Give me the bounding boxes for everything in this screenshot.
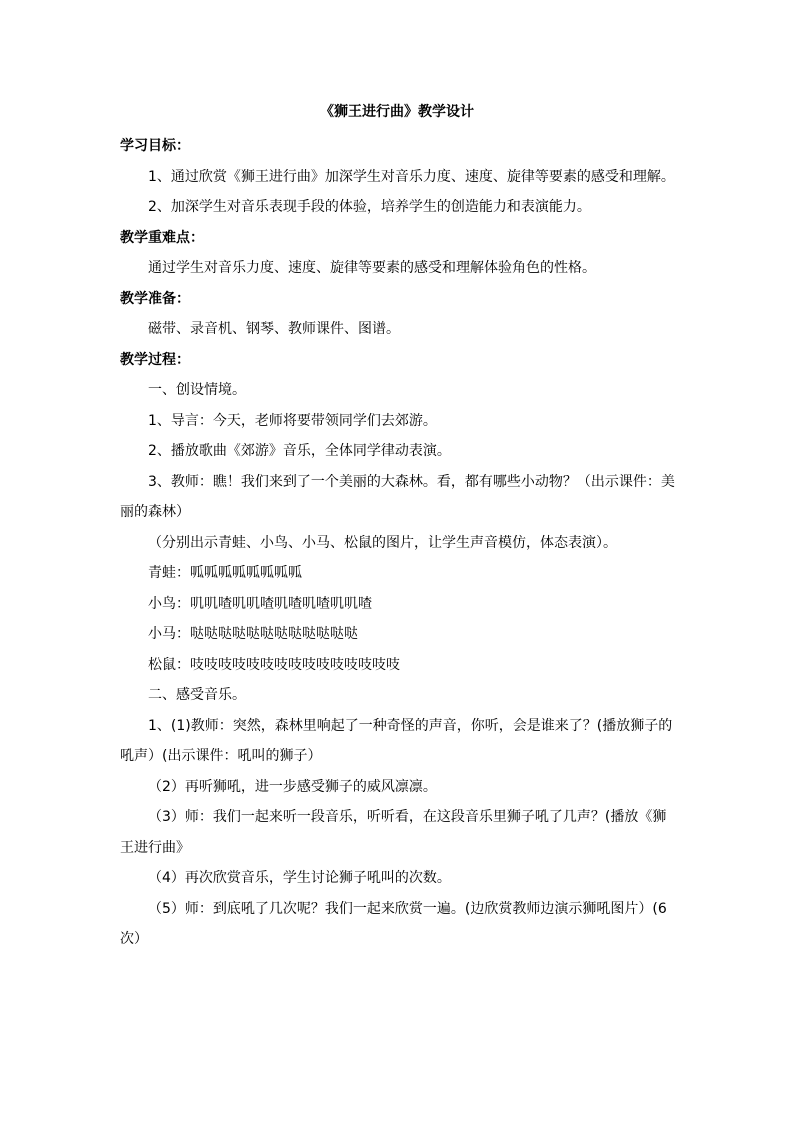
paragraph-bird: 小鸟：叽叽喳叽叽喳叽喳叽喳叽叽喳	[148, 595, 372, 612]
paragraph-horse: 小马：哒哒哒哒哒哒哒哒哒哒哒哒	[148, 626, 358, 642]
document-title: 《狮王进行曲》教学设计	[320, 104, 474, 120]
paragraph-squirrel: 松鼠：吱吱吱吱吱吱吱吱吱吱吱吱吱吱吱	[148, 656, 400, 673]
paragraph-key-points: 通过学生对音乐力度、速度、旋律等要素的感受和理解体验角色的性格。	[148, 260, 596, 276]
paragraph-preparation: 磁带、录音机、钢琴、教师课件、图谱。	[148, 321, 400, 337]
paragraph-step-2-5: （5）师：到底吼了几次呢？我们一起来欣赏一遍。(边欣赏教师边演示狮吼图片）(6次）	[120, 900, 667, 947]
heading-preparation: 教学准备：	[120, 290, 190, 307]
paragraph-step-1-heading: 一、创设情境。	[148, 382, 246, 398]
paragraph-objective-1: 1、通过欣赏《狮王进行曲》加深学生对音乐力度、速度、旋律等要素的感受和理解。	[148, 168, 675, 185]
heading-learning-objectives: 学习目标：	[120, 138, 190, 154]
paragraph-objective-2: 2、加深学生对音乐表现手段的体验，培养学生的创造能力和表演能力。	[148, 199, 591, 215]
paragraph-step-2-4: （4）再次欣赏音乐，学生讨论狮子吼叫的次数。	[148, 870, 451, 886]
paragraph-step-2-heading: 二、感受音乐。	[148, 687, 246, 703]
paragraph-step-2-2: （2）再听狮吼，进一步感受狮子的威风凛凛。	[148, 778, 437, 795]
paragraph-step-2-3: （3）师：我们一起来听一段音乐，听听看，在这段音乐里狮子吼了几声？(播放《狮王进行曲》	[120, 809, 667, 856]
paragraph-step-1-1: 1、导言：今天，老师将要带领同学们去郊游。	[148, 412, 437, 429]
paragraph-step-1-2: 2、播放歌曲《郊游》音乐，全体同学律动表演。	[148, 443, 451, 459]
paragraph-step-1-3-note: （分别出示青蛙、小鸟、小马、松鼠的图片，让学生声音模仿，体态表演）。	[148, 534, 617, 551]
document-body	[120, 131, 680, 955]
heading-key-points: 教学重难点：	[120, 229, 204, 246]
paragraph-frog: 青蛙：呱呱呱呱呱呱呱呱	[148, 565, 302, 581]
heading-process: 教学过程：	[120, 351, 190, 368]
paragraph-step-2-1: 1、(1)教师：突然，森林里响起了一种奇怪的声音，你听，会是谁来了？(播放狮子的吼声）(出示课件：吼叫的狮子）	[120, 717, 673, 764]
paragraph-step-1-3: 3、教师：瞧！我们来到了一个美丽的大森林。看，都有哪些小动物？（出示课件：美丽的森林）	[120, 473, 675, 520]
